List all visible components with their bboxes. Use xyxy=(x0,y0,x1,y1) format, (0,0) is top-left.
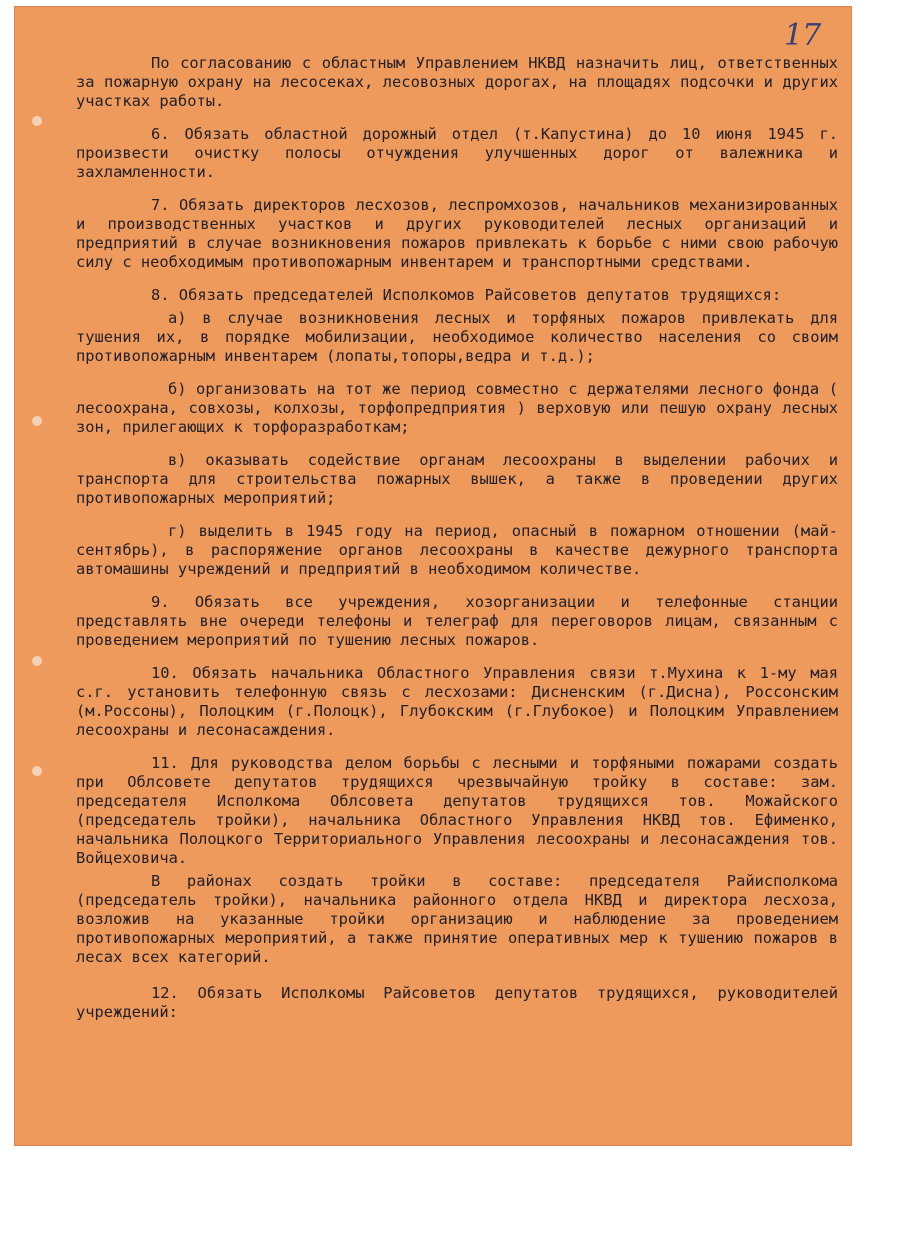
paragraph-11: 11. Для руководства делом борьбы с лесными и торфяными пожарами создать при Облсовете депутатов трудящихся чрезвычайную тройку в составе: зам. председателя Исполкома Облсовета депутатов трудящихся тов. Можайского (председатель тройки), начальника Областного Управления НКВД тов. Ефименко, начальника Полоцкого Территориального Управления лесоохраны и лесонасаждения тов. Войцеховича. xyxy=(76,754,838,867)
paragraph-10: 10. Обязать начальника Областного Управления связи т.Мухина к 1-му мая с.г. установить телефонную связь с лесхозами: Дисненским (г.Дисна), Россонским (м.Россоны), Полоцким (г.Полоцк), Глубокским (г.Глубокое) и Полоцким Управлением лесоохраны и лесонасаждения. xyxy=(76,664,838,739)
paragraph-8: 8. Обязать председателей Исполкомов Райсоветов депутатов трудящихся: xyxy=(151,286,782,304)
paragraph-8v: в) оказывать содействие органам лесоохраны в выделении рабочих и транспорта для строительства пожарных вышек, а также в проведении других противопожарных мероприятий; xyxy=(76,451,838,507)
paper-wear-mark xyxy=(32,766,42,776)
paper-wear-mark xyxy=(32,116,42,126)
paragraph-nkvd-agreement: По согласованию с областным Управлением НКВД назначить лиц, ответственных за пожарную охрану на лесосеках, лесовозных дорогах, на площадях подсочки и других участках работы. xyxy=(76,54,838,110)
page-number: 17 xyxy=(784,18,821,53)
document-page xyxy=(14,6,852,1146)
paragraph-8g: г) выделить в 1945 году на период, опасный в пожарном отношении (май-сентябрь), в распоряжение органов лесоохраны в качестве дежурного транспорта автомашины учреждений и предприятий в необходимом количестве. xyxy=(76,522,838,578)
paragraph-12: 12. Обязать Исполкомы Райсоветов депутатов трудящихся, руководителей учреждений: xyxy=(76,984,838,1021)
paragraph-9: 9. Обязать все учреждения, хозорганизации и телефонные станции представлять вне очереди телефоны и телеграф для переговоров лицам, связанным с проведением мероприятий по тушению лесных пожаров. xyxy=(76,593,838,649)
paragraph-7: 7. Обязать директоров лесхозов, леспромхозов, начальников механизированных и производственных участков и других руководителей лесных организаций и предприятий в случае возникновения пожаров привлекать к борьбе с ними свою рабочую силу с необходимым противопожарным инвентарем и транспортными средствами. xyxy=(76,196,838,271)
paper-wear-mark xyxy=(32,416,42,426)
document-body xyxy=(76,54,838,1036)
paragraph-6: 6. Обязать областной дорожный отдел (т.Капустина) до 10 июня 1945 г. произвести очистку полосы отчуждения улучшенных дорог от валежника и захламленности. xyxy=(76,125,838,181)
paper-wear-mark xyxy=(32,656,42,666)
paragraph-8b: б) организовать на тот же период совместно с держателями лесного фонда ( лесоохрана, совхозы, колхозы, торфопредприятия ) верховую или пешую охрану лесных зон, прилегающих к торфоразработкам; xyxy=(76,380,838,436)
paragraph-8a: а) в случае возникновения лесных и торфяных пожаров привлекать для тушения их, в порядке мобилизации, необходимое количество населения со своим противопожарным инвентарем (лопаты,топоры,ведра и т.д.); xyxy=(76,309,838,365)
paragraph-11-districts: В районах создать тройки в составе: председателя Райисполкома (председатель тройки), начальника районного отдела НКВД и директора лесхоза, возложив на указанные тройки организацию и наблюдение за проведением противопожарных мероприятий, а также принятие оперативных мер к тушению пожаров в лесах всех категорий. xyxy=(76,872,838,966)
